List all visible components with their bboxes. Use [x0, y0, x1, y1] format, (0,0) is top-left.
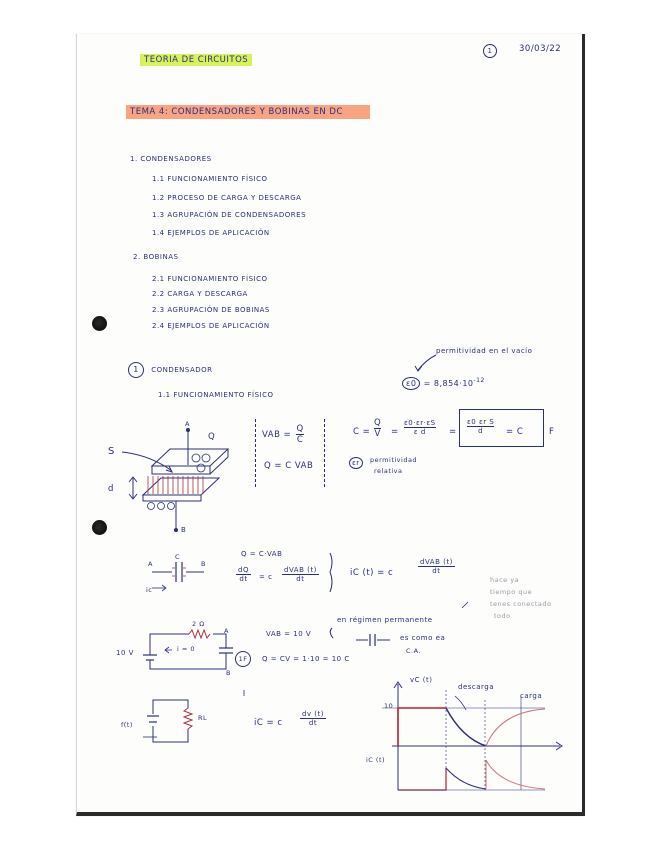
page-date: 30/03/22: [519, 44, 562, 54]
vc-axis-label: vC (t): [410, 676, 433, 684]
outline-item: 2.3 AGRUPACIÓN DE BOBINAS: [152, 306, 270, 314]
deriv-label-ic: ic: [146, 586, 153, 594]
note-line: tenes conectado: [490, 600, 552, 608]
subsection-heading: 1.1 FUNCIONAMIENTO FÍSICO: [158, 391, 274, 399]
c-fraction-2: ε0·εr·εS ε d: [404, 419, 436, 436]
label-distance: d: [108, 484, 114, 494]
note-line: todo: [494, 612, 511, 620]
c-boxed-fraction: ε0 εr S d: [467, 418, 495, 435]
equals-sign: =: [391, 427, 399, 437]
outline-item: 1.1 FUNCIONAMIENTO FÍSICO: [152, 175, 268, 183]
epsilon-zero: $\varepsilon 0 = 8,854\cdot 10^{-12}$: [402, 377, 485, 390]
resistor-value: 2 Ω: [192, 620, 205, 628]
outline-item: 1.3 AGRUPACIÓN DE CONDENSADORES: [152, 211, 307, 219]
deriv-dq-dt: dQ dt: [238, 566, 249, 583]
regime-note: en régimen permanente: [337, 616, 433, 624]
node-b: B: [226, 669, 231, 677]
outline-section-2: 2. BOBINAS: [133, 253, 179, 261]
section-heading: 1 CONDENSADOR: [128, 362, 213, 378]
ic-derivative-lhs: iC = c: [254, 718, 283, 728]
deriv-label-c: C: [175, 553, 181, 561]
epsilon-relative: εr: [349, 457, 363, 469]
charge-label: carga: [520, 692, 543, 700]
vab-value: VAB = 10 V: [266, 630, 312, 638]
deriv-label-b: B: [201, 560, 206, 568]
note-line: hace ya: [490, 576, 520, 584]
label-charge: Q: [208, 432, 216, 442]
outline-item: 1.4 EJEMPLOS DE APLICACIÓN: [152, 229, 270, 237]
c-fraction-1: Q V: [374, 418, 382, 439]
inductor-resistor-label: RL: [198, 714, 208, 722]
source-function: f(t): [121, 721, 133, 729]
outline-item: 2.1 FUNCIONAMIENTO FÍSICO: [152, 275, 268, 283]
c-boxed-rhs: = C: [506, 427, 524, 437]
deriv-eq: = c: [259, 573, 273, 581]
label-surface: S: [108, 446, 115, 457]
unit-farad: F: [549, 427, 555, 437]
topic-heading: TEMA 4: CONDENSADORES Y BOBINAS EN DC: [126, 105, 370, 119]
source-voltage: 10 V: [116, 649, 134, 657]
level-label: 10: [384, 702, 394, 710]
page-number: 1: [483, 44, 497, 58]
outline-item: 2.2 CARGA Y DESCARGA: [152, 290, 248, 298]
outline-section-1: 1. CONDENSADORES: [130, 155, 212, 163]
equals-sign: =: [449, 427, 457, 437]
vab-formula: VAB = $\frac{Q}{C}$: [262, 424, 304, 445]
discharge-label: descarga: [458, 683, 495, 691]
ic-axis-label: iC (t): [366, 756, 386, 764]
open-circuit-abbr: C.A.: [406, 647, 422, 655]
c-formula-lhs: C =: [353, 427, 371, 437]
deriv-label-a: A: [148, 560, 153, 568]
label-b: B: [181, 526, 187, 534]
q-formula: Q = C VAB: [264, 461, 314, 471]
deriv-q-eq: Q = C·VAB: [241, 550, 283, 558]
node-a: A: [224, 627, 229, 635]
ic-equation-fraction: dVAB (t) dt: [420, 558, 453, 575]
q-calculation: Q = CV = 1·10 = 10 C: [262, 655, 350, 663]
deriv-dvab-dt: dVAB (t) dt: [284, 566, 317, 583]
relative-label-2: relativa: [374, 467, 403, 475]
outline-item: 1.2 PROCESO DE CARGA Y DESCARGA: [152, 194, 302, 202]
page-title: TEORIA DE CIRCUITOS: [140, 54, 252, 66]
ic-equation-lhs: iC (t) = c: [350, 568, 394, 578]
open-circuit-note: es como ea: [400, 634, 446, 642]
note-line: tiempo que: [490, 588, 533, 596]
ic-derivative-fraction: dv (t) dt: [302, 710, 325, 727]
label-a: A: [185, 420, 190, 428]
relative-label-1: permitividad: [370, 456, 418, 464]
permittivity-annotation: permitividad en el vacío: [436, 347, 533, 355]
outline-item: 2.4 EJEMPLOS DE APLICACIÓN: [152, 322, 270, 330]
current-value: i = 0: [177, 645, 196, 653]
capacitor-value: 1F: [235, 651, 251, 667]
